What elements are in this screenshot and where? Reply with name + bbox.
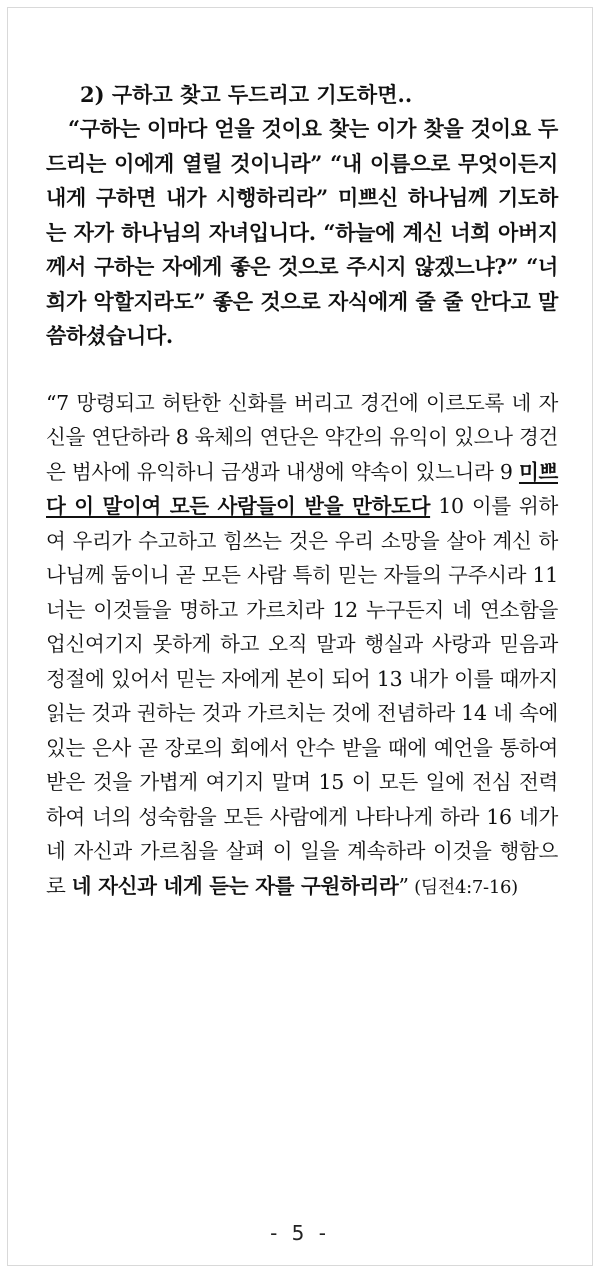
- quote-closing-mark: ”: [398, 873, 409, 898]
- quote-emphasis-underlined: 미쁘다 이 말이여 모든 사람들이 받을 만하도다: [46, 459, 558, 518]
- document-page: [46, 78, 558, 905]
- quote-text-2: 10 이를 위하여 우리가 수고하고 힘쓰는 것은 우리 소망을 살아 계신 하나님께 둠이니 곧 모든 사람 특히 믿는 자들의 구주시라 11 너는 이것들을 명하고 가르치라 12 누구든지 네 연소함을 업신여기지 못하게 하고 오직 말과 행실과 사랑과 믿음과 정절에 있어서 믿는 자에게 본이 되어 13 내가 이를 때까지 읽는 것과 권하는 것과 가르치는 것에 전념하라 14 네 속에 있는 은사 곧 장로의 회에서 안수 받을 때에 예언을 통하여 받은 것을 가볍게 여기지 말며 15 이 모든 일에 전심 전력하여 너의 성숙함을 모든 사람에게 나타나게 하라 16 네가 네 자신과 가르침을 살펴 이 일을 계속하라 이것을 행함으로: [46, 494, 558, 898]
- quote-emphasis-bold: 네 자신과 네게 듣는 자를 구원하리라: [71, 873, 399, 898]
- section-heading: 2) 구하고 찾고 두드리고 기도하면..: [80, 82, 413, 107]
- scripture-reference: (딤전4:7-16): [408, 876, 518, 898]
- scripture-quote: [46, 386, 558, 906]
- intro-paragraph: “구하는 이마다 얻을 것이요 찾는 이가 찾을 것이요 두드리는 이에게 열릴 것이니라” “내 이름으로 무엇이든지 내게 구하면 내가 시행하리라” 미쁘신 하나님께 기도하는 자가 하나님의 자녀입니다. “하늘에 계신 너희 아버지께서 구하는 자에게 좋은 것으로 주시지 않겠느냐?” “너희가 악할지라도” 좋은 것으로 자식에게 줄 줄 안다고 말씀하셨습니다.: [46, 116, 558, 348]
- page-number: - 5 -: [270, 1221, 330, 1245]
- quote-text-1: “7 망령되고 허탄한 신화를 버리고 경건에 이르도록 네 자신을 연단하라 8 육체의 연단은 약간의 유익이 있으나 경건은 범사에 유익하니 금생과 내생에 약속이 있느니라 9: [46, 390, 558, 484]
